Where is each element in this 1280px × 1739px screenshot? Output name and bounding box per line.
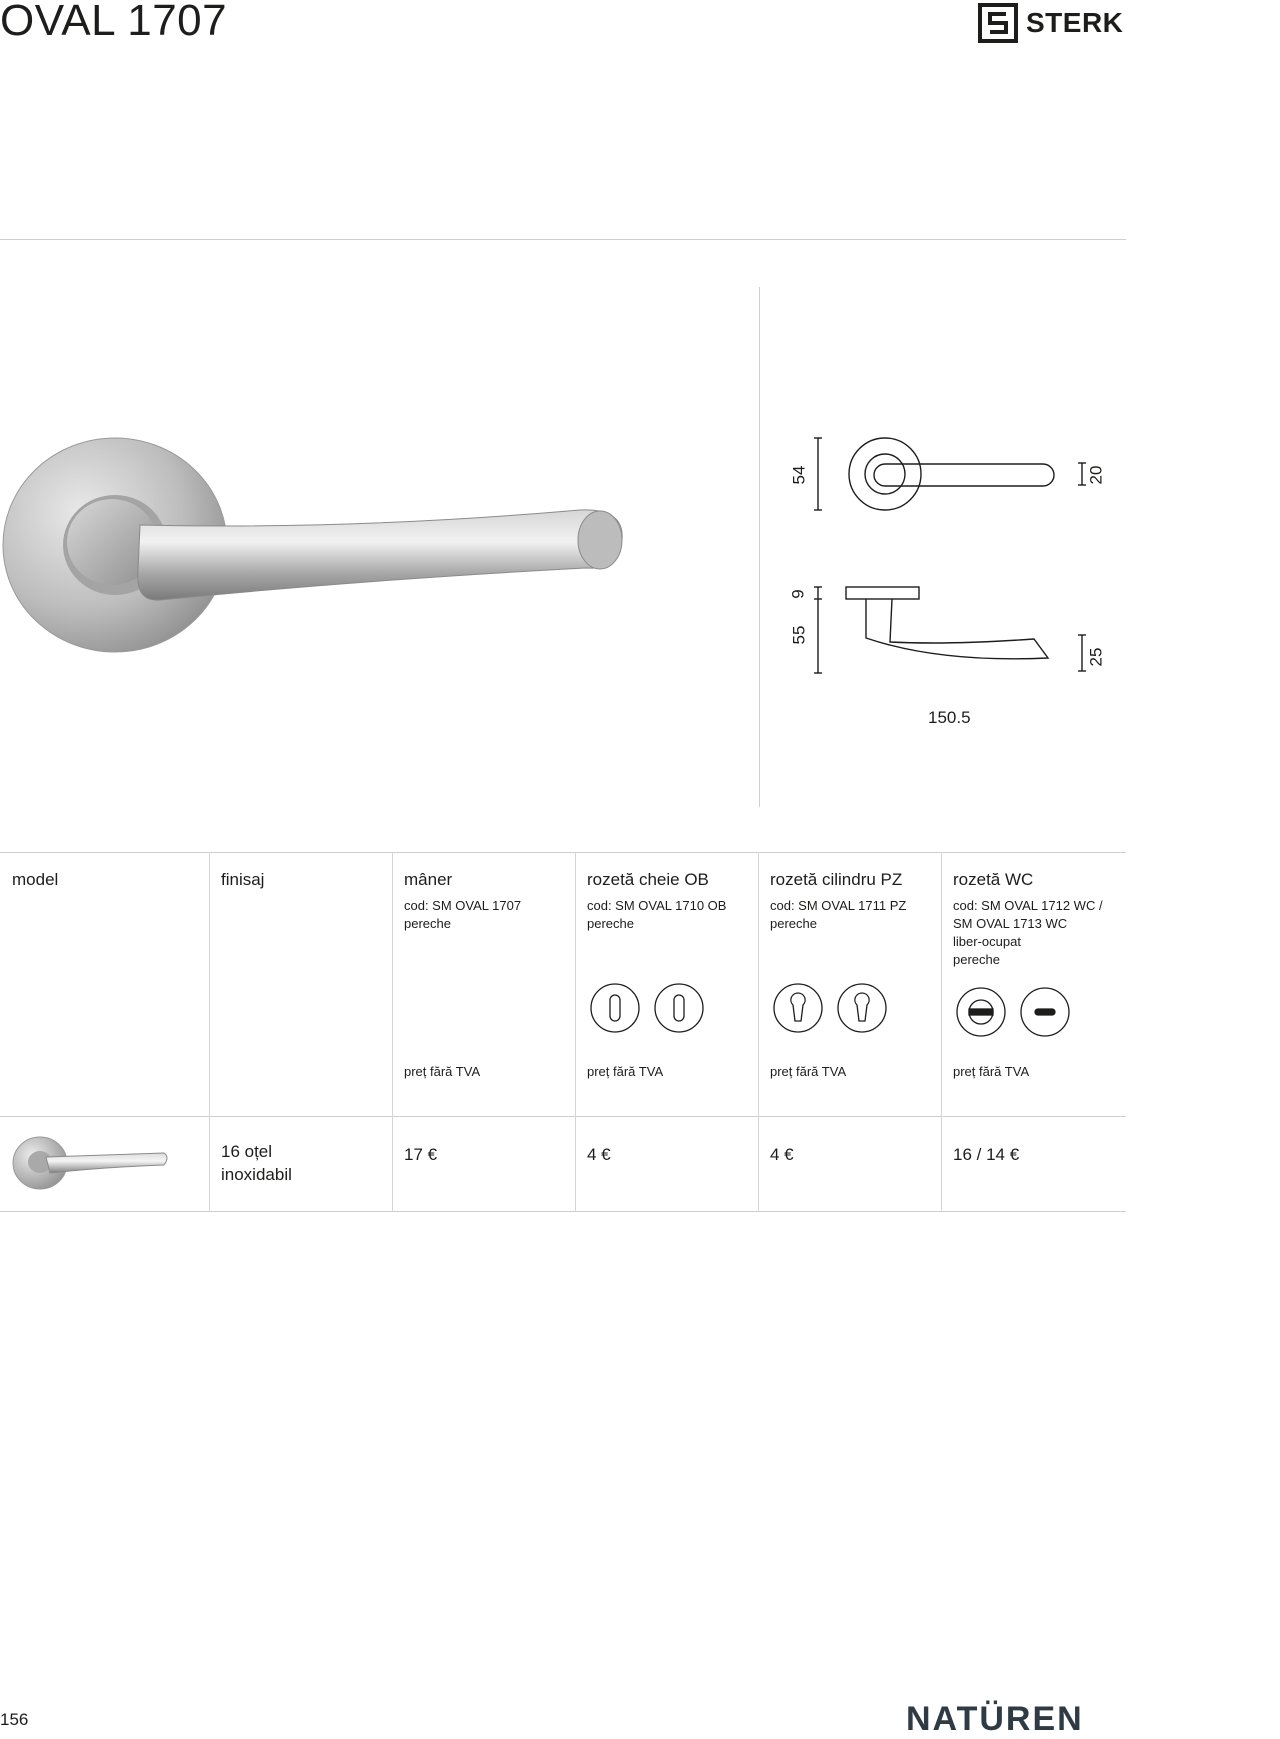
header-wc-rosette: rozetă WC	[953, 870, 1034, 889]
table-mid-rule	[0, 1116, 1126, 1117]
dim-projection: 55	[789, 625, 809, 645]
code-handle: cod: SM OVAL 1707 pereche	[404, 898, 522, 931]
product-photo	[0, 430, 630, 660]
cylinder-rosette-icon	[770, 980, 890, 1036]
brand-name: STERK	[1026, 7, 1124, 38]
header-finish: finisaj	[221, 870, 265, 889]
wc-rosette-price: 16 / 14 €	[953, 1145, 1020, 1164]
table-bottom-rule	[0, 1211, 1126, 1212]
code-wc-rosette: cod: SM OVAL 1712 WC / SM OVAL 1713 WC liber-ocupat pereche	[953, 898, 1103, 967]
page-title: OVAL 1707	[0, 0, 228, 45]
page-number: 156	[0, 1710, 29, 1729]
header-divider	[0, 239, 1126, 240]
dim-rose-depth: 9	[788, 589, 808, 599]
ob-rosette-price: 4 €	[587, 1145, 611, 1164]
finish-value: 16 oțel inoxidabil	[221, 1142, 292, 1184]
code-pz-rosette: cod: SM OVAL 1711 PZ pereche	[770, 898, 907, 931]
model-thumbnail	[12, 1133, 172, 1193]
price-label-handle: preț fără TVA	[404, 1064, 481, 1079]
technical-drawing	[800, 425, 1110, 685]
dim-grip-height: 25	[1086, 647, 1106, 667]
keyhole-rosette-icon	[587, 980, 707, 1036]
header-pz-rosette: rozetă cilindru PZ	[770, 870, 903, 889]
naturen-logo: NATÜREN	[906, 1700, 1084, 1738]
drawing-divider	[759, 287, 760, 807]
dim-rose-height: 54	[789, 465, 809, 485]
dim-length: 150.5	[928, 708, 971, 727]
wc-rosette-icon	[953, 984, 1073, 1040]
sterk-logo-icon	[978, 3, 1018, 43]
price-label-wc: preț fără TVA	[953, 1064, 1030, 1079]
code-ob-rosette: cod: SM OVAL 1710 OB pereche	[587, 898, 727, 931]
header-model: model	[12, 870, 59, 889]
handle-price: 17 €	[404, 1145, 438, 1164]
header-handle: mâner	[404, 870, 453, 889]
price-label-ob: preț fără TVA	[587, 1064, 664, 1079]
price-label-pz: preț fără TVA	[770, 1064, 847, 1079]
pz-rosette-price: 4 €	[770, 1145, 794, 1164]
header-ob-rosette: rozetă cheie OB	[587, 870, 709, 889]
table-top-rule	[0, 852, 1126, 853]
sterk-logo	[978, 3, 1123, 43]
dim-handle-thickness: 20	[1086, 465, 1106, 485]
